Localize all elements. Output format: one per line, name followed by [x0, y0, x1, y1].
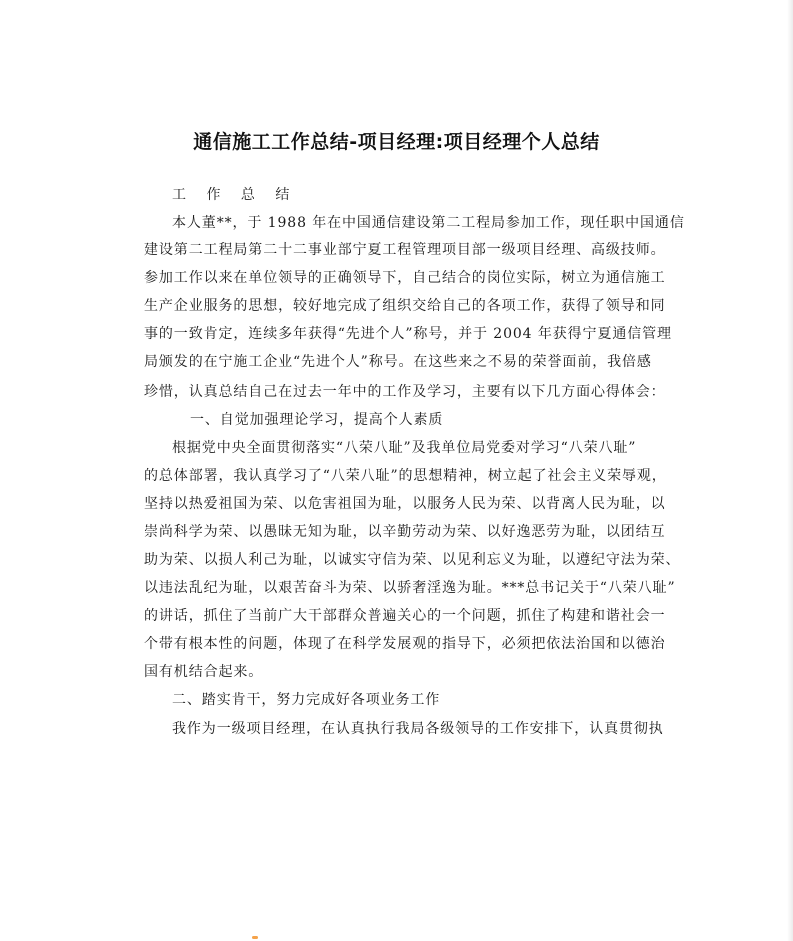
section-heading-1: 一、自觉加强理论学习，提高个人素质	[190, 412, 444, 428]
paragraph-line: 生产企业服务的思想，较好地完成了组织交给自己的各项工作，获得了领导和同	[144, 298, 666, 314]
paragraph-line: 局颁发的在宁施工企业“先进个人”称号。在这些来之不易的荣誉面前，我倍感	[144, 354, 652, 370]
document-title: 通信施工工作总结-项目经理:项目经理个人总结	[193, 131, 600, 153]
paragraph-line: 的讲话，抓住了当前广大干部群众普遍关心的一个问题，抓住了构建和谐社会一	[144, 608, 666, 624]
paragraph-line: 的总体部署，我认真学习了“八荣八耻”的思想精神，树立起了社会主义荣辱观，	[144, 468, 667, 484]
paragraph-line: 本人董**，于 1988 年在中国通信建设第二工程局参加工作，现任职中国通信	[172, 215, 685, 231]
page-marker	[252, 936, 258, 939]
paragraph-line: 参加工作以来在单位领导的正确领导下，自己结合的岗位实际，树立为通信施工	[144, 270, 666, 286]
paragraph-line: 国有机结合起来。	[144, 664, 264, 680]
paragraph-line: 我作为一级项目经理，在认真执行我局各级领导的工作安排下，认真贯彻执	[172, 721, 664, 737]
paragraph-line: 个带有根本性的问题，体现了在科学发展观的指导下，必须把依法治国和以德治	[144, 636, 666, 652]
paragraph-line: 建设第二工程局第二十二事业部宁夏工程管理项目部一级项目经理、高级技师。	[144, 242, 666, 258]
paragraph-line: 崇尚科学为荣、以愚昧无知为耻，以辛勤劳动为荣、以好逸恶劳为耻，以团结互	[144, 524, 666, 540]
paragraph-line: 根据党中央全面贯彻落实“八荣八耻”及我单位局党委对学习“八荣八耻”	[172, 440, 637, 456]
paragraph-line: 助为荣、以损人利己为耻，以诚实守信为荣、以见利忘义为耻，以遵纪守法为荣、	[144, 552, 681, 568]
paragraph-line: 以违法乱纪为耻，以艰苦奋斗为荣、以骄奢淫逸为耻。***总书记关于“八荣八耻”	[144, 580, 676, 596]
paragraph-line: 事的一致肯定，连续多年获得“先进个人”称号，并于 2004 年获得宁夏通信管理	[144, 326, 672, 342]
paragraph-line: 坚持以热爱祖国为荣、以危害祖国为耻，以服务人民为荣、以背离人民为耻，以	[144, 496, 666, 512]
section-heading-summary: 工 作 总 结	[172, 187, 298, 203]
section-heading-2: 二、踏实肯干，努力完成好各项业务工作	[172, 692, 441, 708]
paragraph-line: 珍惜，认真总结自己在过去一年中的工作及学习，主要有以下几方面心得体会：	[144, 384, 666, 400]
